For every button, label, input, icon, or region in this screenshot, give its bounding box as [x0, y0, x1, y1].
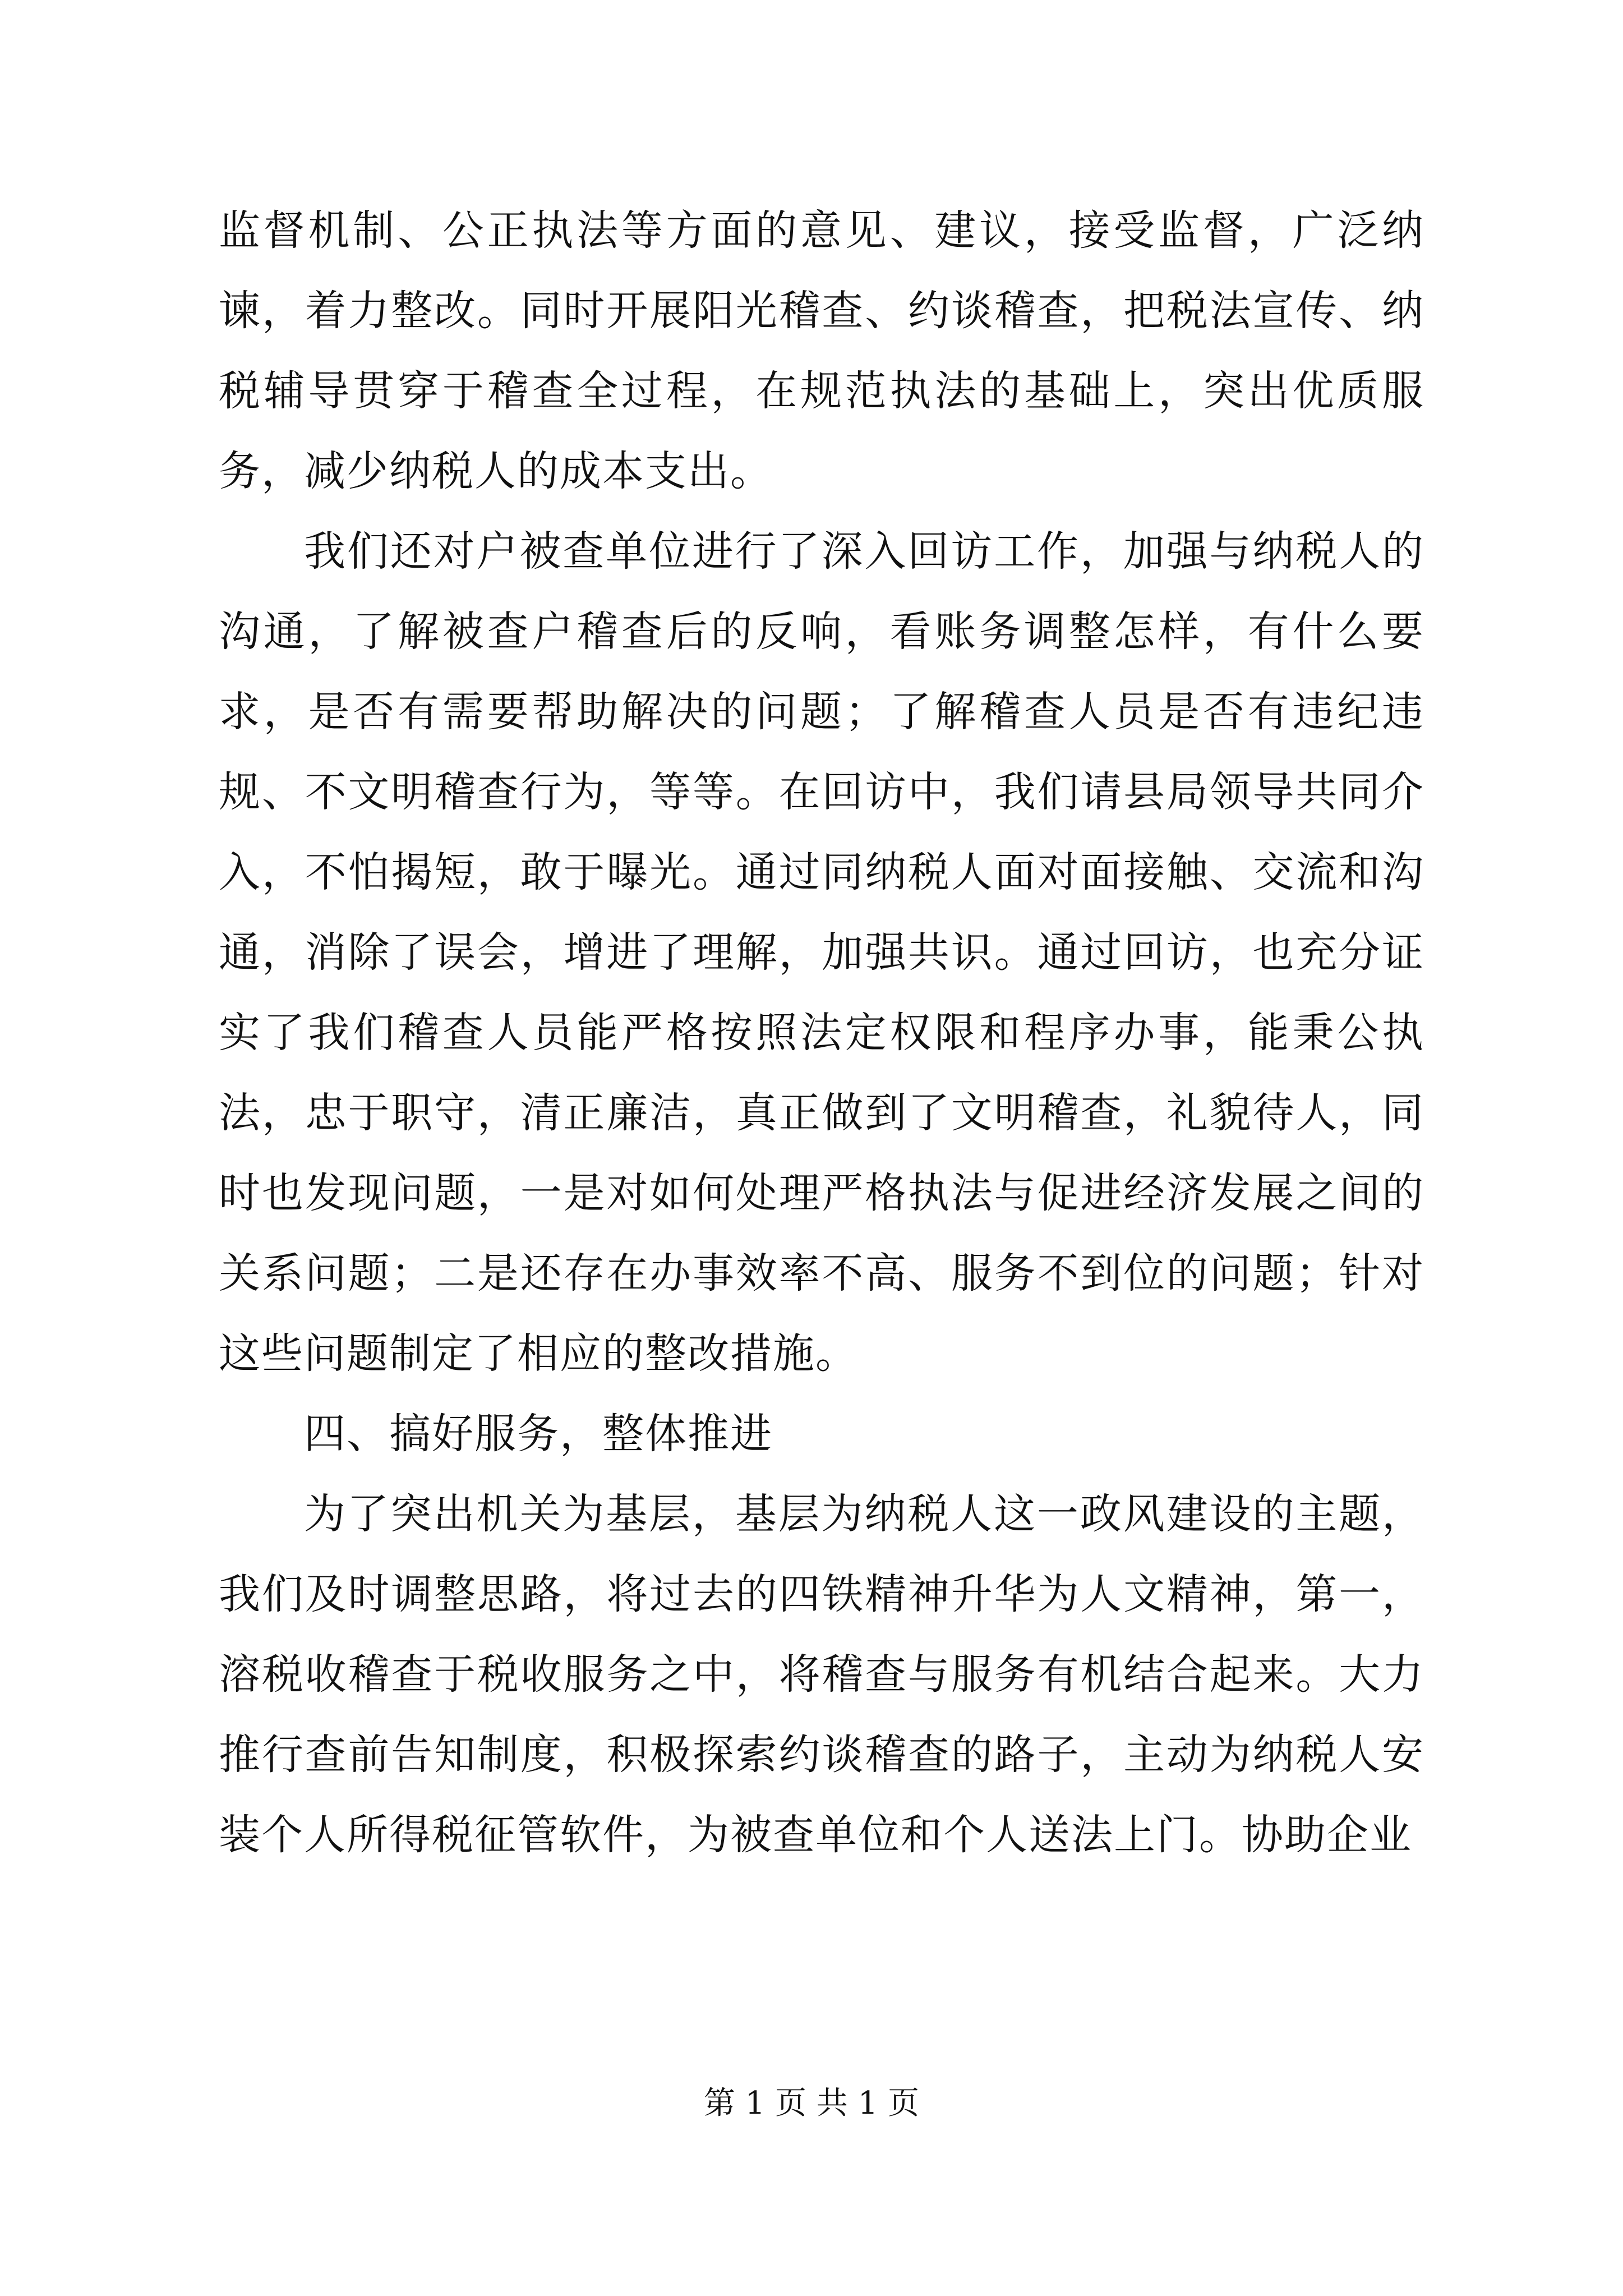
paragraph-revisit: 我们还对户被查单位进行了深入回访工作，加强与纳税人的沟通，了解被查户稽查后的反响，看账务调整怎样，有什么要求，是否有需要帮助解决的问题；了解稽查人员是否有违纪违规、不文明稽查行为，等等。在回访中，我们请县局领导共同介入，不怕揭短，敢于曝光。通过同纳税人面对面接触、交流和沟通，消除了误会，增进了理解，加强共识。通过回访，也充分证实了我们稽查人员能严格按照法定权限和程序办事，能秉公执法，忠于职守，清正廉洁，真正做到了文明稽查，礼貌待人，同时也发现问题，一是对如何处理严格执法与促进经济发展之间的关系问题；二是还存在办事效率不高、服务不到位的问题；针对这些问题制定了相应的整改措施。 [219, 527, 1424, 1378]
page-number: 第 1 页 共 1 页 [703, 2085, 920, 2122]
paragraph-service: 为了突出机关为基层，基层为纳税人这一政风建设的主题，我们及时调整思路，将过去的四铁精神升华为人文精神，第一，溶税收稽查于税收服务之中，将稽查与服务有机结合起来。大力推行查前告知制度，积极探索约谈稽查的路子，主动为纳税人安装个人所得税征管软件，为被查单位和个人送法上门。协助企业 [219, 1490, 1424, 1859]
paragraph-continuation: 监督机制、公正执法等方面的意见、建议，接受监督，广泛纳谏，着力整改。同时开展阳光稽查、约谈稽查，把税法宣传、纳税辅导贯穿于稽查全过程，在规范执法的基础上，突出优质服务，减少纳税人的成本支出。 [219, 206, 1424, 495]
section-heading: 四、搞好服务，整体推进 [304, 1410, 773, 1458]
document-body [219, 191, 1424, 1875]
